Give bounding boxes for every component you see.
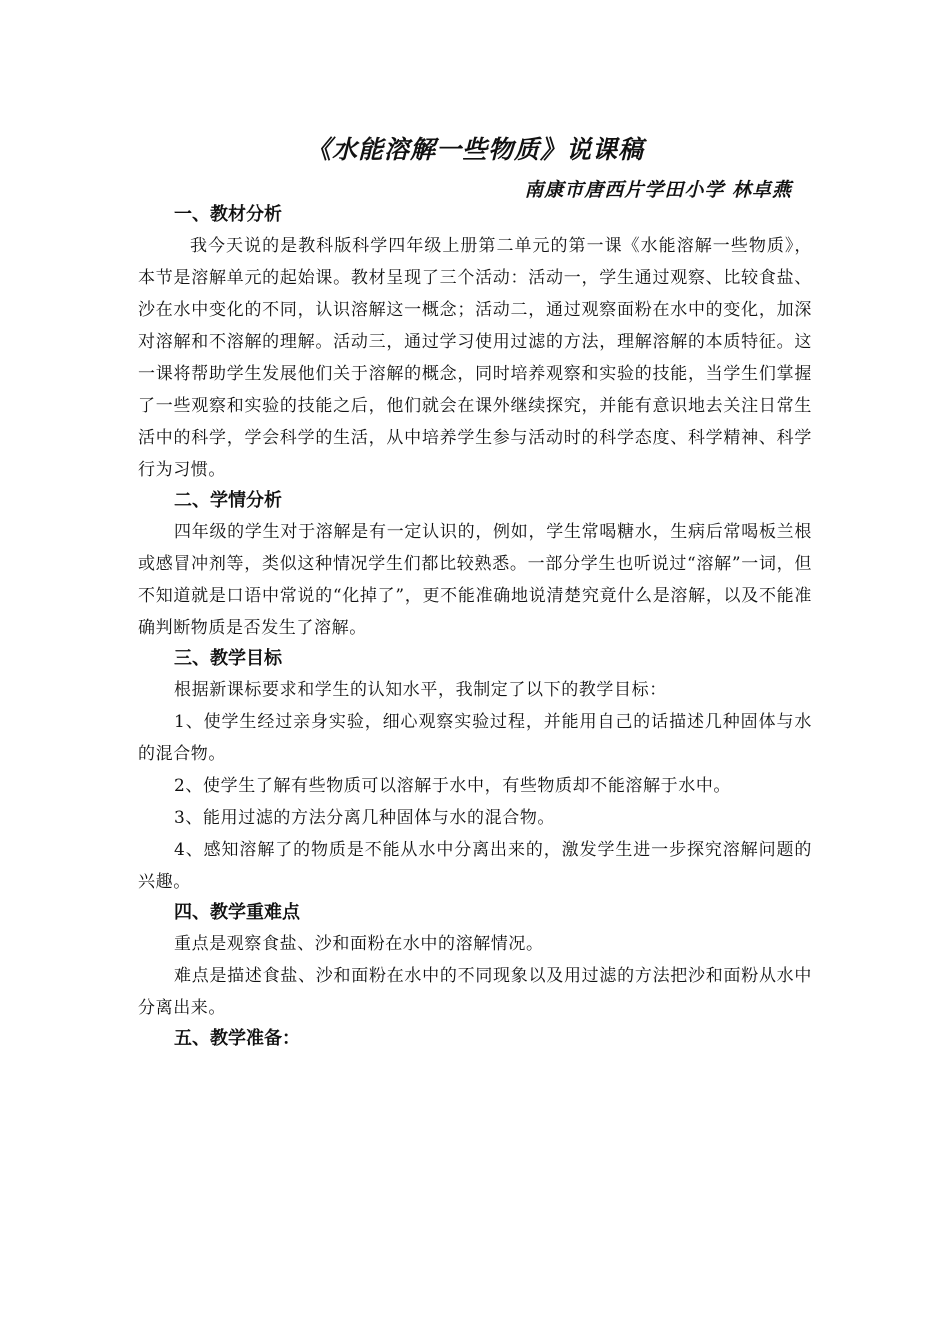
document-body	[138, 200, 812, 1054]
section-heading: 五、教学准备：	[174, 1028, 300, 1049]
section-heading: 二、学情分析	[174, 490, 282, 511]
paragraph: 难点是描述食盐、沙和面粉在水中的不同现象以及用过滤的方法把沙和面粉从水中分离出来。	[138, 966, 812, 1018]
document-author: 南康市唐西片学田小学 林卓燕	[524, 179, 792, 201]
list-item: 4、感知溶解了的物质是不能从水中分离出来的，激发学生进一步探究溶解问题的兴趣。	[138, 840, 812, 892]
paragraph: 重点是观察食盐、沙和面粉在水中的溶解情况。	[174, 934, 544, 954]
list-item: 3、能用过滤的方法分离几种固体与水的混合物。	[174, 808, 556, 828]
section-heading: 三、教学目标	[174, 648, 282, 669]
list-item: 1、使学生经过亲身实验，细心观察实验过程，并能用自己的话描述几种固体与水的混合物。	[138, 712, 812, 764]
document-title: 《水能溶解一些物质》说课稿	[305, 135, 644, 164]
section-heading: 四、教学重难点	[174, 902, 300, 923]
section-heading: 一、教材分析	[174, 204, 282, 225]
paragraph: 根据新课标要求和学生的认知水平，我制定了以下的教学目标：	[174, 680, 667, 700]
paragraph: 我今天说的是教科版科学四年级上册第二单元的第一课《水能溶解一些物质》，本节是溶解单元的起始课。教材呈现了三个活动：活动一，学生通过观察、比较食盐、沙在水中变化的不同，认识溶解这一概念；活动二，通过观察面粉在水中的变化，加深对溶解和不溶解的理解。活动三，通过学习使用过滤的方法，理解溶解的本质特征。这一课将帮助学生发展他们关于溶解的概念，同时培养观察和实验的技能，当学生们掌握了一些观察和实验的技能之后，他们就会在课外继续探究，并能有意识地去关注日常生活中的科学，学会科学的生活，从中培养学生参与活动时的科学态度、科学精神、科学行为习惯。	[138, 236, 812, 480]
list-item: 2、使学生了解有些物质可以溶解于水中，有些物质却不能溶解于水中。	[174, 776, 732, 796]
paragraph: 四年级的学生对于溶解是有一定认识的，例如，学生常喝糖水，生病后常喝板兰根或感冒冲剂等，类似这种情况学生们都比较熟悉。一部分学生也听说过“溶解”一词，但不知道就是口语中常说的“化掉了”，更不能准确地说清楚究竟什么是溶解，以及不能准确判断物质是否发生了溶解。	[138, 522, 812, 638]
